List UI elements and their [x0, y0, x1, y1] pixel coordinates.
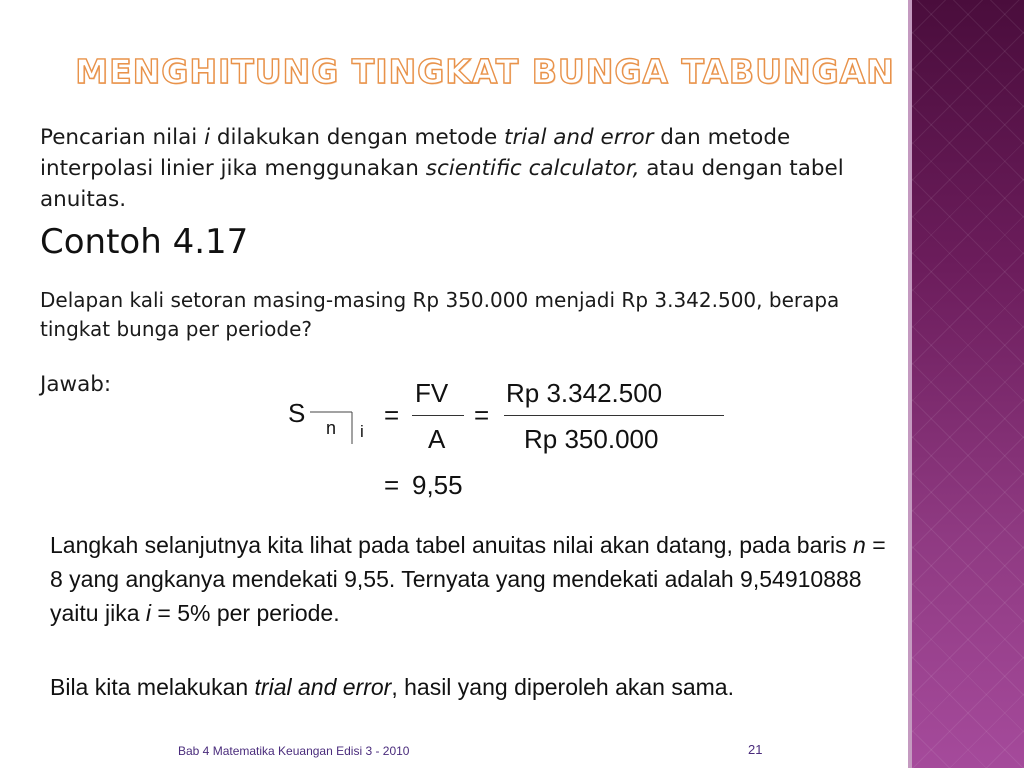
lang-text-2: = 8 yang angkanya mendekati 9,55. Ternyata yang mendekati adalah 9,54910888 yaitu jika [50, 532, 886, 626]
decorative-sidebar [912, 0, 1024, 768]
problem-statement: Delapan kali setoran masing-masing Rp 350.000 menjadi Rp 3.342.500, berapa tingkat bunga per periode? [40, 288, 840, 341]
intro-paragraph [40, 122, 870, 215]
intro-text-2: dilakukan dengan metode [210, 125, 505, 150]
annuity-angle-symbol [310, 400, 390, 450]
slide-title: MENGHITUNG TINGKAT BUNGA TABUNGAN [75, 52, 895, 91]
lang-text-1: Langkah selanjutnya kita lihat pada tabel anuitas nilai akan datang, pada baris [50, 532, 854, 558]
bila-text-1: Bila kita melakukan [50, 674, 255, 700]
formula-eq1: = [384, 400, 400, 430]
intro-text-1: Pencarian nilai [40, 125, 205, 150]
formula-S: S [288, 398, 306, 428]
solution-paragraph [50, 528, 900, 630]
lang-var-n: n [853, 532, 866, 558]
bila-text-2: , hasil yang diperoleh akan sama. [391, 674, 734, 700]
lang-text-3: = 5% per periode. [151, 600, 340, 626]
formula-eq3: = [384, 470, 400, 500]
formula-eq2: = [474, 400, 490, 430]
formula-denominator: Rp 350.000 [524, 424, 659, 454]
formula-frac-line-1 [412, 415, 464, 416]
intro-var-i: i [204, 125, 211, 150]
intro-text-4: atau dengan tabel anuitas. [40, 156, 844, 212]
intro-trial-error: trial and error [504, 125, 654, 150]
formula-numerator: Rp 3.342.500 [506, 378, 663, 408]
conclusion-paragraph [50, 670, 900, 704]
formula-frac-line-2 [504, 415, 724, 416]
lang-var-i: i [145, 600, 151, 626]
formula-i: i [360, 422, 364, 441]
slide-footer: Bab 4 Matematika Keuangan Edisi 3 - 2010 [178, 744, 410, 758]
intro-text-3: dan metode interpolasi linier jika menggunakan [40, 125, 791, 181]
formula-result: 9,55 [412, 470, 463, 500]
formula-a: A [428, 424, 446, 454]
formula-fv: FV [415, 378, 449, 408]
formula-n: n [326, 418, 337, 438]
example-heading: Contoh 4.17 [40, 222, 249, 262]
intro-scientific-calculator: scientific calculator, [425, 156, 640, 181]
formula-block [280, 370, 740, 510]
page-number: 21 [748, 742, 763, 757]
answer-label: Jawab: [40, 372, 112, 397]
bila-trial-error: trial and error [254, 674, 392, 700]
